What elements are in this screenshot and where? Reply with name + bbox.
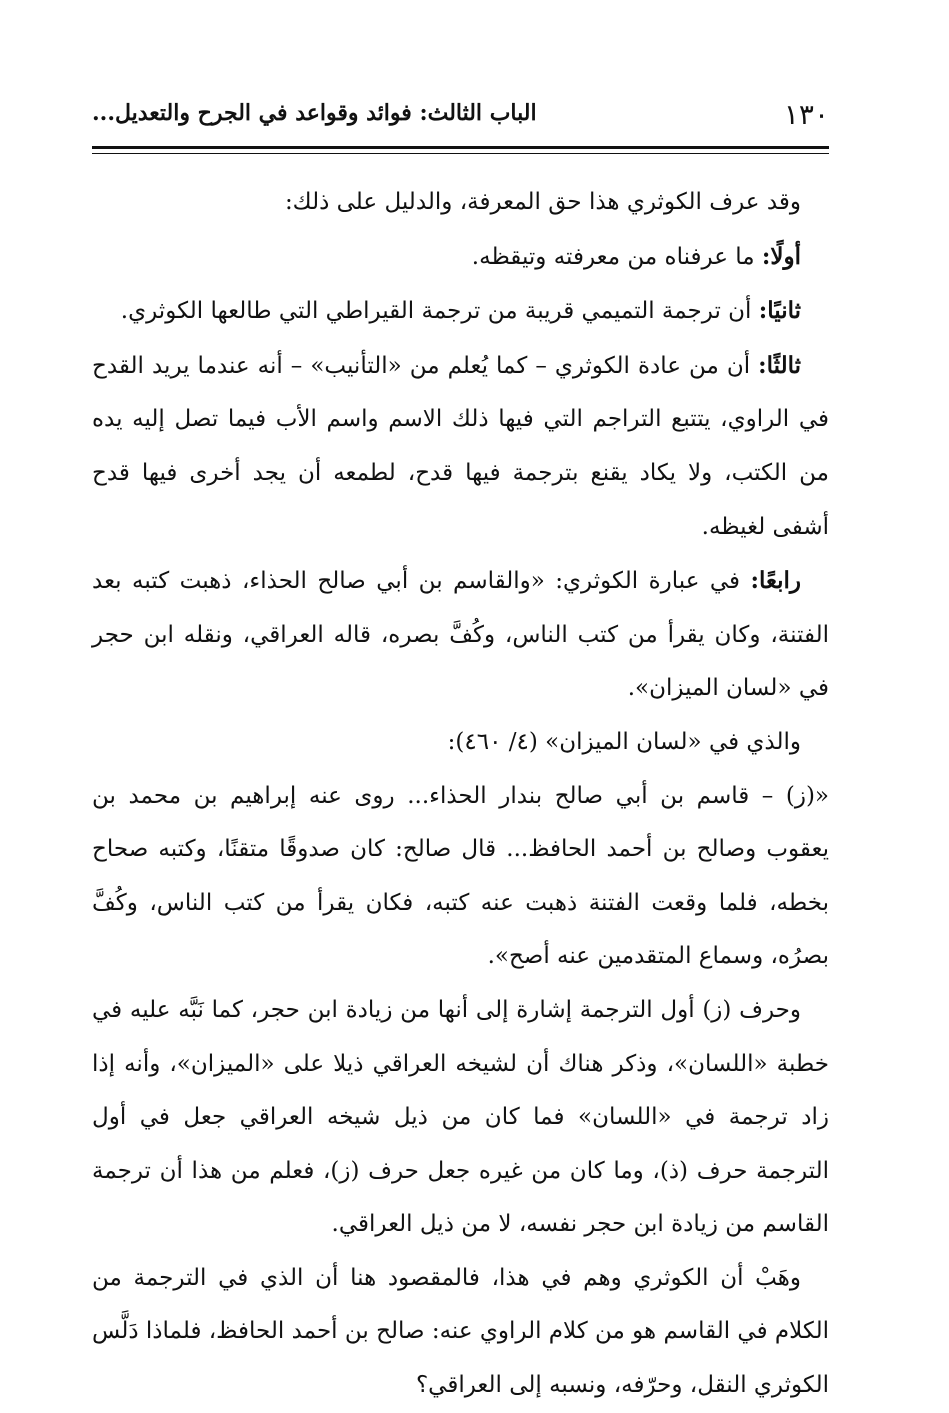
paragraph-fourth-point — [92, 554, 829, 716]
paragraph-first-point — [92, 230, 829, 285]
paragraph-lead: رابعًا: — [750, 567, 801, 595]
paragraph-third-point — [92, 339, 829, 554]
paragraph-intro — [92, 176, 829, 230]
paragraph-lead: ثانيًا: — [758, 297, 801, 325]
paragraph-quotation — [92, 770, 829, 984]
paragraph-text: «(ز) – قاسم بن أبي صالح بندار الحذاء... روى عنه إبراهيم بن محمد بن يعقوب وصالح بن أحمد الحافظ... قال صالح: كان صدوقًا متقنًا، وكتبه صحاح بخطه، فلما وقعت الفتنة ذهبت عنه كتبه، فكان يقرأ من كتب الناس، وكُفَّ بصرُه، وسماع المتقدمين عنه أصح». — [92, 782, 829, 970]
paragraph-text: وهَبْ أن الكوثري وهم في هذا، فالمقصود هنا أن الذي في الترجمة من الكلام في القاسم هو من كلام الراوي عنه: صالح بن أحمد الحافظ، فلماذا دَلَّس الكوثري النقل، وحرّفه، ونسبه إلى العراقي؟ — [92, 1264, 829, 1399]
page-header — [92, 96, 829, 140]
paragraph-text: وقد عرف الكوثري هذا حق المعرفة، والدليل على ذلك: — [284, 189, 801, 215]
page-number: ١٣٠ — [783, 98, 829, 131]
paragraph-text: أن ترجمة التميمي قريبة من ترجمة القيراطي التي طالعها الكوثري. — [120, 298, 759, 325]
paragraph-lisan-intro — [92, 716, 829, 770]
paragraph-zay-letter — [92, 984, 829, 1252]
paragraph-text: وحرف (ز) أول الترجمة إشارة إلى أنها من زيادة ابن حجر، كما نَبَّه عليه في خطبة «اللسان»، وذكر هناك أن لشيخه العراقي ذيلا على «الميزان»، وأنه إذا زاد ترجمة في «اللسان» فما كان من ذيل شيخه العراقي جعل في أول الترجمة حرف (ذ)، وما كان من غيره جعل حرف (ز)، فعلم من هذا أن ترجمة القاسم من زيادة ابن حجر نفسه، لا من ذيل العراقي. — [92, 996, 829, 1238]
paragraph-lead: أولًا: — [761, 242, 801, 270]
paragraph-text: أن من عادة الكوثري – كما يُعلم من «التأنيب» – أنه عندما يريد القدح في الراوي، يتتبع التراجم التي فيها ذلك الاسم واسم الأب فيما تصل إليه يده من الكتب، ولا يكاد يقنع بترجمة فيها قدح، لطمعه أن يجد أخرى فيها قدح أشفى لغيظه. — [92, 352, 829, 540]
page-body — [92, 176, 829, 1413]
paragraph-conclusion — [92, 1252, 829, 1413]
paragraph-text: والذي في «لسان الميزان» (٤/ ٤٦٠): — [447, 728, 801, 755]
paragraph-lead: ثالثًا: — [758, 351, 801, 379]
paragraph-second-point — [92, 284, 829, 339]
paragraph-text: في عبارة الكوثري: «والقاسم بن أبي صالح الحذاء، ذهبت كتبه بعد الفتنة، وكان يقرأ من كتب الناس، وكُفَّ بصره، قاله العراقي، ونقله ابن حجر في «لسان الميزان». — [92, 568, 829, 702]
header-rule-thin — [92, 153, 829, 154]
header-rule-thick — [92, 146, 829, 149]
paragraph-text: ما عرفناه من معرفته وتيقظه. — [471, 243, 762, 270]
running-title: الباب الثالث: فوائد وقواعد في الجرح والتعديل... — [92, 100, 537, 126]
